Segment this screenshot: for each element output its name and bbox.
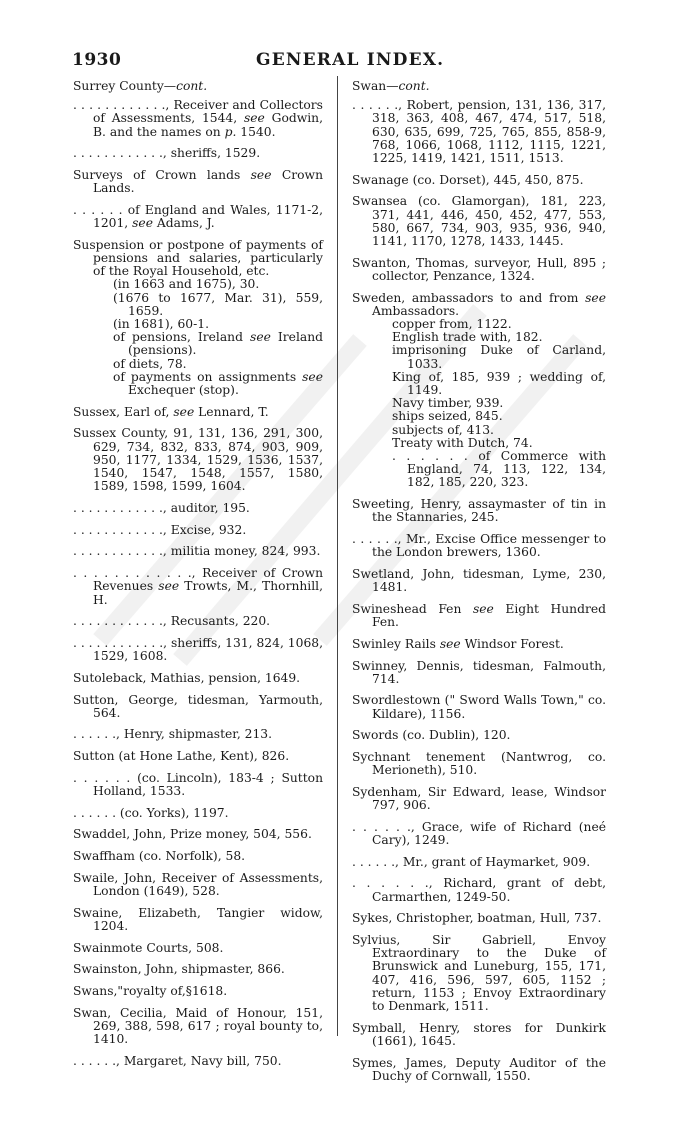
- entry-text: . . . . . . of England and Wales, 1171-2, 1201,: [73, 202, 323, 231]
- entry-text: . . . . . . . . . . . ., auditor, 195.: [73, 500, 250, 515]
- entry-text: Swaffham (co. Norfolk), 58.: [73, 849, 246, 864]
- entry-text: copper from, 1122.: [392, 317, 512, 332]
- entry-text: . . . . . ., Grace, wife of Richard (neé Cary), 1249.: [352, 819, 606, 848]
- entry-text: Sussex County, 91, 131, 136, 291, 300, 629, 734, 832, 833, 874, 903, 909, 950, 1177, 1334, 1529, 1536, 1537, 1540, 1547, 1548, 1557, 1580, 1589, 1598, 1599, 1604.: [73, 426, 323, 494]
- index-entry: [73, 99, 323, 139]
- entry-text: . . . . . . . . . . . ., sheriffs, 131, 824, 1068, 1529, 1608.: [73, 635, 323, 664]
- entry-text: Swaile, John, Receiver of Assessments, London (1649), 528.: [73, 870, 323, 899]
- entry-text: Swan—: [352, 79, 399, 93]
- index-entry: [73, 772, 323, 798]
- italic-text: see: [439, 636, 461, 651]
- entry-text: Sutoleback, Mathias, pension, 1649.: [73, 670, 301, 685]
- index-entry: [73, 907, 323, 933]
- index-entry: [352, 729, 606, 742]
- index-entry: [73, 567, 323, 607]
- italic-text: see: [243, 111, 265, 126]
- entry-text: Crown Lands.: [93, 168, 324, 196]
- entry-text: English trade with, 182.: [392, 330, 543, 345]
- index-entry: [73, 828, 323, 841]
- entry-text: Ireland (pensions).: [128, 330, 324, 358]
- entry-text: Exchequer (stop).: [128, 383, 239, 398]
- entry-text: Sylvius, Sir Gabriell, Envoy Extraordinary to the Duke of Brunswick and Luneburg, 155, 171, 407, 416, 596, 597, 605, 1152 ; return, 1153 ; Envoy Extraordinary to Denmark, 1511.: [352, 933, 606, 1014]
- entry-text: Symes, James, Deputy Auditor of the Duchy of Cornwall, 1550.: [352, 1055, 606, 1083]
- left-column: [73, 80, 323, 1077]
- entry-text: (1676 to 1677, Mar. 31), 559, 1659.: [113, 290, 323, 318]
- index-entry: [352, 498, 606, 524]
- italic-text: see: [158, 579, 180, 594]
- entry-text: Treaty with Dutch, 74.: [392, 435, 533, 450]
- entry-text: Ambassadors.: [372, 303, 460, 318]
- entry-text: . . . . . ., Henry, shipmaster, 213.: [73, 727, 273, 742]
- index-subentry: [93, 371, 323, 397]
- entry-text: Windsor Forest.: [460, 636, 564, 651]
- column-divider: [337, 76, 338, 1036]
- index-subentry: [93, 292, 323, 318]
- index-entry: [73, 807, 323, 820]
- entry-text: Eight Hundred Fen.: [372, 601, 606, 630]
- index-entry: [73, 545, 323, 558]
- entry-text: Symball, Henry, stores for Dunkirk (1661), 1645.: [352, 1020, 606, 1048]
- index-entry: [352, 533, 606, 559]
- index-entry: [73, 502, 323, 515]
- index-entry: [352, 856, 606, 869]
- running-head-title: GENERAL INDEX.: [256, 50, 445, 70]
- italic-text: p.: [224, 124, 237, 139]
- index-entry: [73, 204, 323, 230]
- italic-text: see: [472, 601, 494, 616]
- index-entry: [352, 877, 606, 903]
- index-entry: [352, 638, 606, 651]
- entry-text: . . . . . ., Margaret, Navy bill, 750.: [73, 1053, 282, 1068]
- index-entry: [73, 942, 323, 955]
- index-entry: [73, 637, 323, 663]
- right-column: [352, 80, 606, 1092]
- entry-text: . . . . . . . . . . . ., Receiver of Crown Revenues: [73, 566, 323, 594]
- entry-text: of payments on assignments: [113, 369, 303, 384]
- entry-text: Swans,"royalty of,§1618.: [73, 984, 228, 999]
- entry-text: (in 1663 and 1675), 30.: [113, 277, 260, 292]
- entry-text: . . . . . ., Robert, pension, 131, 136, 317, 318, 363, 408, 467, 474, 517, 518, 630, 635, 699, 725, 765, 855, 858-9, 768, 1066, 1068, 1112, 1115, 1221, 1225, 1419, 1421, 1511, 1513.: [352, 98, 606, 166]
- entry-text: . . . . . . (co. Lincoln), 183-4 ; Sutton Holland, 1533.: [73, 770, 323, 799]
- index-entry: [352, 694, 606, 720]
- entry-text: of diets, 78.: [113, 356, 187, 371]
- index-entry: [73, 728, 323, 741]
- entry-text: Sweden, ambassadors to and from: [352, 290, 586, 305]
- entry-text: . . . . . . . . . . . ., Excise, 932.: [73, 522, 247, 537]
- entry-text: Sydenham, Sir Edward, lease, Windsor 797, 906.: [352, 784, 606, 813]
- entry-text: Sutton, George, tidesman, Yarmouth, 564.: [73, 692, 323, 720]
- entry-text: Adams, J.: [153, 216, 215, 231]
- index-entry: [73, 239, 323, 397]
- entry-text: Lennard, T.: [194, 404, 269, 419]
- index-subentry: [93, 331, 323, 357]
- index-entry: [73, 147, 323, 160]
- index-entry: [73, 850, 323, 863]
- index-entry: [352, 660, 606, 686]
- index-entry: [73, 1007, 323, 1047]
- index-entry: [352, 174, 606, 187]
- index-entry: [352, 99, 606, 165]
- entry-text: Swinney, Dennis, tidesman, Falmouth, 714.: [352, 658, 606, 686]
- italic-text: see: [302, 369, 323, 384]
- entry-text: Swaddel, John, Prize money, 504, 556.: [73, 827, 312, 842]
- entry-text: . . . . . ., Mr., Excise Office messenger to the London brewers, 1360.: [352, 532, 606, 560]
- entry-text: . . . . . ., Mr., grant of Haymarket, 909.: [352, 854, 591, 869]
- continued-heading: [73, 80, 323, 93]
- entry-text: Sychnant tenement (Nantwrog, co. Merioneth), 510.: [352, 750, 606, 778]
- entry-text: ships seized, 845.: [392, 409, 503, 424]
- entry-text: Swaine, Elizabeth, Tangier widow, 1204.: [73, 905, 323, 933]
- index-entry: [73, 750, 323, 763]
- entry-text: Sussex, Earl of,: [73, 404, 174, 419]
- page-number: 1930: [72, 50, 122, 70]
- index-entry: [73, 615, 323, 628]
- entry-text: (in 1681), 60-1.: [113, 317, 210, 332]
- italic-text: see: [132, 216, 153, 231]
- index-entry: [352, 912, 606, 925]
- entry-text: . . . . . ., Richard, grant of debt, Carmarthen, 1249-50.: [352, 876, 606, 904]
- entry-text: Godwin, B. and the names on: [93, 111, 324, 139]
- index-subentry: [372, 371, 606, 397]
- entry-text: Swords (co. Dublin), 120.: [352, 728, 511, 743]
- index-entry: [73, 672, 323, 685]
- index-entry: [352, 292, 606, 490]
- entry-text: Swinley Rails: [352, 636, 440, 651]
- entry-text: 1540.: [236, 124, 276, 139]
- index-entry: [73, 1055, 323, 1068]
- italic-text: see: [173, 404, 195, 419]
- index-entry: [73, 963, 323, 976]
- index-entry: [352, 751, 606, 777]
- entry-text: Swainmote Courts, 508.: [73, 940, 224, 955]
- index-entry: [73, 406, 323, 419]
- entry-text: . . . . . . (co. Yorks), 1197.: [73, 805, 229, 820]
- entry-text: . . . . . . . . . . . ., militia money, 824, 993.: [73, 544, 321, 559]
- entry-text: subjects of, 413.: [392, 422, 494, 437]
- entry-text: Swordlestown (" Sword Walls Town," co. Kildare), 1156.: [352, 693, 606, 721]
- entry-text: Swanage (co. Dorset), 445, 450, 875.: [352, 172, 584, 187]
- italic-text: cont.: [398, 79, 430, 93]
- index-entry: [73, 169, 323, 195]
- entry-text: Navy timber, 939.: [392, 396, 504, 411]
- entry-text: Trowts, M., Thornhill, H.: [93, 579, 323, 607]
- entry-text: Suspension or postpone of payments of pensions and salaries, particularly of the Royal Household, etc.: [73, 237, 323, 279]
- entry-text: Swan, Cecilia, Maid of Honour, 151, 269, 388, 598, 617 ; royal bounty to, 1410.: [73, 1005, 323, 1047]
- entry-text: Sykes, Christopher, boatman, Hull, 737.: [352, 911, 602, 926]
- index-subentry: [372, 344, 606, 370]
- index-entry: [352, 786, 606, 812]
- entry-text: . . . . . . . . . . . ., sheriffs, 1529.: [73, 146, 261, 161]
- entry-text: Swanton, Thomas, surveyor, Hull, 895 ; collector, Penzance, 1324.: [352, 255, 606, 283]
- italic-text: see: [250, 168, 272, 183]
- index-entry: [352, 1022, 606, 1048]
- entry-text: King of, 185, 939 ; wedding of, 1149.: [392, 369, 606, 398]
- index-entry: [73, 872, 323, 898]
- italic-text: see: [250, 330, 271, 345]
- index-entry: [352, 257, 606, 283]
- index-entry: [73, 524, 323, 537]
- entry-text: imprisoning Duke of Carland, 1033.: [392, 343, 606, 371]
- index-entry: [352, 568, 606, 594]
- entry-text: . . . . . . . . . . . ., Receiver and Collectors of Assessments, 1544,: [73, 98, 323, 126]
- entry-text: . . . . . . . . . . . ., Recusants, 220.: [73, 614, 271, 629]
- entry-text: Swansea (co. Glamorgan), 181, 223, 371, 441, 446, 450, 452, 477, 553, 580, 667, 734, 903, 935, 936, 940, 1141, 1170, 1278, 1433, 1445.: [352, 194, 606, 249]
- index-entry: [352, 603, 606, 629]
- entry-text: Sutton (at Hone Lathe, Kent), 826.: [73, 749, 290, 764]
- index-entry: [352, 934, 606, 1013]
- entry-text: Surrey County—: [73, 79, 177, 93]
- italic-text: see: [585, 290, 606, 305]
- entry-text: Swetland, John, tidesman, Lyme, 230, 1481.: [352, 567, 606, 595]
- index-entry: [73, 427, 323, 493]
- index-entry: [352, 821, 606, 847]
- index-subentry: [372, 450, 606, 490]
- index-entry: [352, 195, 606, 248]
- italic-text: cont.: [176, 79, 208, 93]
- entry-text: of pensions, Ireland: [113, 330, 251, 345]
- entry-text: Swineshead Fen: [352, 601, 473, 616]
- index-entry: [73, 694, 323, 720]
- entry-text: Surveys of Crown lands: [73, 168, 251, 183]
- index-entry: [352, 1057, 606, 1083]
- continued-heading: [352, 80, 606, 93]
- entry-text: Swainston, John, shipmaster, 866.: [73, 962, 285, 977]
- entry-text: Sweeting, Henry, assaymaster of tin in the Stannaries, 245.: [352, 497, 606, 525]
- index-entry: [73, 985, 323, 998]
- entry-text: . . . . . . of Commerce with England, 74, 113, 122, 134, 182, 185, 220, 323.: [392, 449, 606, 490]
